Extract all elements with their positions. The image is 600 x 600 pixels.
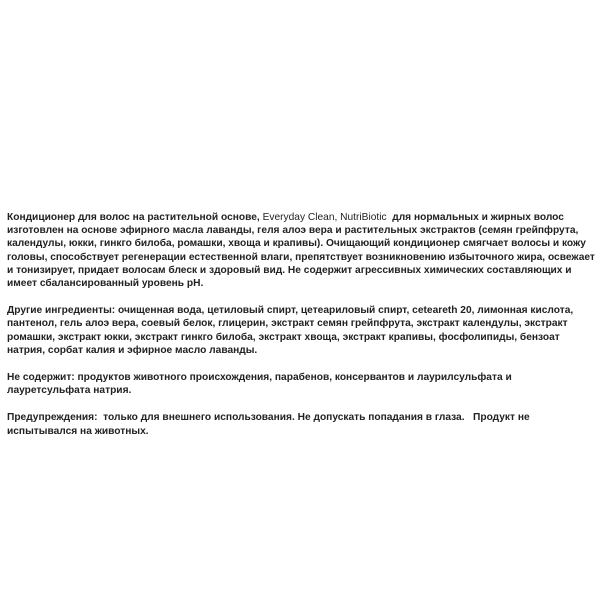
brand-name: Everyday Clean, NutriBiotic xyxy=(262,212,387,223)
ingredients-paragraph: Другие ингредиенты: очищенная вода, цетиловый спирт, цетеариловый спирт, ceteareth 20, лимонная кислота, пантенол, гель алоэ вера, соевый белок, глицерин, экстракт семян грейпфрута, экстракт календулы, экстракт ромашки, экстракт юкки, экстракт гинкго билоба, экстракт хвоща, экстракт крапивы, фосфолипиды, бензоат натрия, сорбат калия и эфирное масло лаванды. xyxy=(7,305,577,356)
warnings-paragraph: Предупреждения: только для внешнего использования. Не допускать попадания в глаза. Продукт не испытывался на животных. xyxy=(7,412,533,437)
description-body: для нормальных и жирных волос изготовлен на основе эфирного масла лаванды, геля алоэ вера и растительных экстрактов (семян грейпфрута, календулы, юкки, гинкго билоба, ромашки, хвоща и крапивы). Очищающий кондиционер смягчает волосы и кожу головы, способствует регенерации естественной влаги, препятствует возникновению избыточного жира, освежает и тонизирует, придает волосам блеск и здоровый вид. Не содержит агрессивных химических составляющих и имеет сбалансированный уровень pH. xyxy=(7,212,598,290)
product-description-document xyxy=(7,211,598,452)
description-paragraph xyxy=(7,211,598,290)
description-intro: Кондиционер для волос на растительной основе, xyxy=(7,212,263,223)
free-of-paragraph: Не содержит: продуктов животного происхождения, парабенов, консервантов и лаурилсульфата и лауретсульфата натрия. xyxy=(7,372,515,397)
